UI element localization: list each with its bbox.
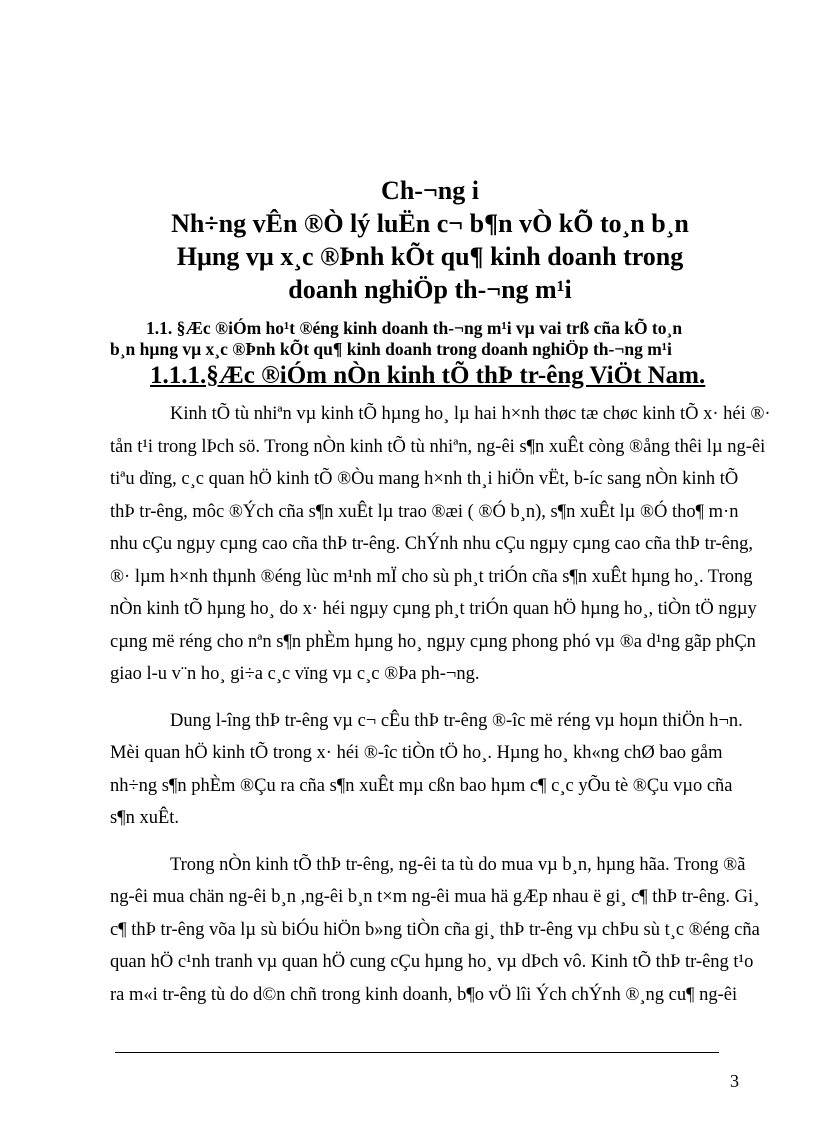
- text-line: Dung l-îng thÞ tr-êng vµ c¬ cÊu thÞ tr-êng ®-îc më réng vµ hoµn thiÖn h¬n.: [170, 710, 743, 731]
- footer-divider: [115, 1052, 719, 1053]
- text-line: Trong nÒn kinh tÕ thÞ tr-êng, ng-êi ta tù do mua vµ b¸n, hµng hãa. Trong ®ã: [170, 854, 746, 875]
- chapter-title-line: Nh÷ng vÊn ®Ò lý luËn c¬ b¶n vÒ kÕ to¸n b¸n: [171, 209, 689, 238]
- text-line: thÞ tr-êng, môc ®Ých cña s¶n xuÊt lµ trao ®æi ( ®Ó b¸n), s¶n xuÊt lµ ®Ó tho¶ m·n: [110, 501, 739, 522]
- chapter-title-line: doanh nghiÖp th-¬ng m¹i: [288, 275, 572, 304]
- text-line: Kinh tÕ tù nhiªn vµ kinh tÕ hµng ho¸ lµ hai h×nh thøc tæ chøc kinh tÕ x· héi ®·: [170, 404, 771, 424]
- chapter-heading: [150, 174, 710, 306]
- subsection-heading: 1.1.1.§Æc ®iÓm nÒn kinh tÕ thÞ tr-êng ViÖt Nam.: [150, 362, 706, 389]
- paragraph: [110, 398, 771, 691]
- body-text: [110, 398, 771, 1011]
- text-line: nÒn kinh tÕ hµng ho¸ do x· héi ngµy cµng ph¸t triÓn quan hÖ hµng ho¸, tiÒn tÖ ngµy: [110, 599, 757, 619]
- text-line: tiªu dïng, c¸c quan hÖ kinh tÕ ®Òu mang h×nh th¸i hiÖn vËt, b-íc sang nÒn kinh tÕ: [110, 469, 739, 489]
- text-line: ra m«i tr-êng tù do d©n chñ trong kinh doanh, b¶o vÖ lîi Ých chÝnh ®¸ng cu¶ ng-êi: [110, 984, 738, 1005]
- section-heading-line: b¸n hµng vµ x¸c ®Þnh kÕt qu¶ kinh doanh trong doanh nghiÖp th-¬ng m¹i: [110, 339, 672, 359]
- text-line: tån t¹i trong lÞch sö. Trong nÒn kinh tÕ tù nhiªn, ng-êi s¶n xuÊt còng ®ång thêi lµ ng-êi: [110, 436, 766, 457]
- section-heading: [110, 318, 760, 360]
- chapter-number: Ch-¬ng i: [381, 176, 479, 205]
- chapter-title-line: Hµng vµ x¸c ®Þnh kÕt qu¶ kinh doanh trong: [176, 242, 684, 271]
- text-line: c¶ thÞ tr-êng võa lµ sù biÓu hiÖn b»ng tiÒn cña gi¸ thÞ tr-êng vµ chÞu sù t¸c ®éng cña: [110, 919, 760, 940]
- text-line: cµng më réng cho nªn s¶n phÈm hµng ho¸ ngµy cµng phong phó vµ ®a d¹ng gãp phÇn: [110, 631, 756, 652]
- paragraph: [110, 849, 765, 1012]
- text-line: ng-êi mua chän ng-êi b¸n ,ng-êi b¸n t×m ng-êi mua hä gÆp nhau ë gi¸ c¶ thÞ tr-êng. Gi¸: [110, 887, 760, 907]
- paragraph: [110, 705, 765, 835]
- text-line: nh÷ng s¶n phÈm ®Çu ra cña s¶n xuÊt mµ cßn bao hµm c¶ c¸c yÕu tè ®Çu vµo cña: [110, 775, 733, 796]
- text-line: ®· lµm h×nh thµnh ®éng lùc m¹nh mÏ cho sù ph¸t triÓn cña s¶n xuÊt hµng ho¸. Trong: [110, 566, 753, 587]
- text-line: giao l-u v¨n ho¸ gi÷a c¸c vïng vµ c¸c ®Þa ph-¬ng.: [110, 664, 480, 684]
- page-number: 3: [730, 1071, 739, 1091]
- text-line: nhu cÇu ngµy cµng cao cña thÞ tr-êng. ChÝnh nhu cÇu ngµy cµng cao cña thÞ tr-êng,: [110, 534, 754, 554]
- text-line: quan hÖ c¹nh tranh vµ quan hÖ cung cÇu hµng ho¸ vµ dÞch vô. Kinh tÕ thÞ tr-êng t¹o: [110, 952, 754, 972]
- text-line: s¶n xuÊt.: [110, 808, 180, 828]
- text-line: Mèi quan hÖ kinh tÕ trong x· héi ®-îc tiÒn tÖ ho¸. Hµng ho¸ kh«ng chØ bao gåm: [110, 743, 723, 763]
- section-heading-line: 1.1. §Æc ®iÓm ho¹t ®éng kinh doanh th-¬ng m¹i vµ vai trß cña kÕ to¸n: [146, 318, 683, 338]
